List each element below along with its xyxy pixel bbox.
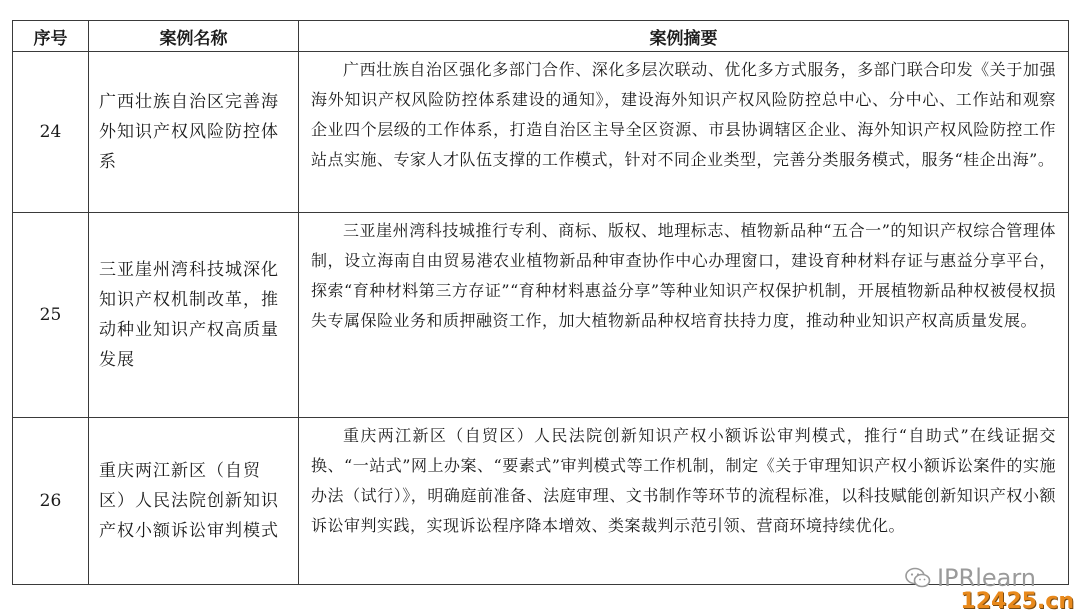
table-row [13, 213, 1069, 418]
table-header-row [13, 21, 1069, 52]
row-no: 25 [13, 213, 89, 418]
row-name: 重庆两江新区（自贸区）人民法院创新知识产权小额诉讼审判模式 [89, 418, 299, 585]
wechat-icon [905, 567, 931, 589]
row-no: 24 [13, 52, 89, 213]
header-summary: 案例摘要 [299, 21, 1069, 52]
cases-table [12, 20, 1069, 585]
table-row [13, 52, 1069, 213]
row-summary: 重庆两江新区（自贸区）人民法院创新知识产权小额诉讼审判模式，推行“自助式”在线证据交换、“一站式”网上办案、“要素式”审判模式等工作机制，制定《关于审理知识产权小额诉讼案件的实施办法（试行）》，明确庭前准备、法庭审理、文书制作等环节的流程标准，以科技赋能创新知识产权小额诉讼审判实践，实现诉讼程序降本增效、类案裁判示范引领、营商环境持续优化。 [299, 418, 1069, 585]
site-watermark: 12425.cn [960, 589, 1074, 614]
watermark [905, 564, 1036, 592]
row-name: 三亚崖州湾科技城深化知识产权机制改革，推动种业知识产权高质量发展 [89, 213, 299, 418]
row-summary: 广西壮族自治区强化多部门合作、深化多层次联动、优化多方式服务，多部门联合印发《关于加强海外知识产权风险防控体系建设的通知》，建设海外知识产权风险防控总中心、分中心、工作站和观察企业四个层级的工作体系，打造自治区主导全区资源、市县协调辖区企业、海外知识产权风险防控工作站点实施、专家人才队伍支撑的工作模式，针对不同企业类型，完善分类服务模式，服务“桂企出海”。 [299, 52, 1069, 213]
row-no: 26 [13, 418, 89, 585]
header-name: 案例名称 [89, 21, 299, 52]
table-row [13, 418, 1069, 585]
row-name: 广西壮族自治区完善海外知识产权风险防控体系 [89, 52, 299, 213]
watermark-text: IPRlearn [936, 564, 1036, 592]
row-summary: 三亚崖州湾科技城推行专利、商标、版权、地理标志、植物新品种“五合一”的知识产权综合管理体制，设立海南自由贸易港农业植物新品种审查协作中心办理窗口，建设育种材料存证与惠益分享平台，探索“育种材料第三方存证”“育种材料惠益分享”等种业知识产权保护机制，开展植物新品种权被侵权损失专属保险业务和质押融资工作，加大植物新品种权培育扶持力度，推动种业知识产权高质量发展。 [299, 213, 1069, 418]
header-no: 序号 [13, 21, 89, 52]
